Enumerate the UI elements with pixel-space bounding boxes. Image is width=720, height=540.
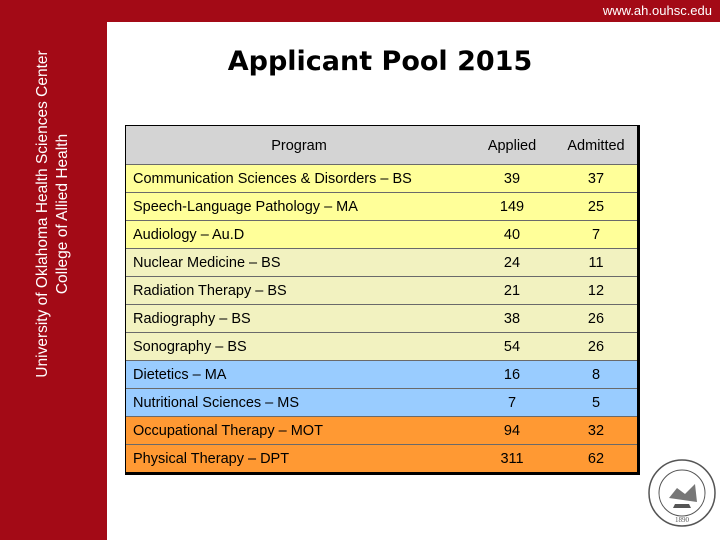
program-name: Sonography – BS xyxy=(133,339,247,355)
applied-count: 94 xyxy=(503,423,521,439)
program-name: Audiology – Au.D xyxy=(133,227,245,243)
table-row xyxy=(126,276,637,304)
program-name: Nuclear Medicine – BS xyxy=(133,255,281,271)
admitted-count: 62 xyxy=(587,451,605,467)
program-name: Physical Therapy – DPT xyxy=(133,451,290,467)
applied-count: 39 xyxy=(503,171,521,187)
applicant-table xyxy=(125,125,640,475)
table-row xyxy=(126,304,637,332)
table-row xyxy=(126,332,637,360)
program-name: Radiation Therapy – BS xyxy=(133,283,287,299)
applied-count: 24 xyxy=(503,255,521,271)
table-row xyxy=(126,360,637,388)
table-row xyxy=(126,248,637,276)
table-row xyxy=(126,192,637,220)
column-header-applied: Applied xyxy=(487,138,537,154)
applied-count: 311 xyxy=(500,451,524,467)
admitted-count: 7 xyxy=(591,227,601,243)
admitted-count: 32 xyxy=(587,423,605,439)
applied-count: 21 xyxy=(503,283,521,299)
university-seal xyxy=(647,458,717,528)
admitted-count: 8 xyxy=(591,367,601,383)
admitted-count: 37 xyxy=(587,171,605,187)
sidebar-divider xyxy=(107,22,110,540)
table-row xyxy=(126,444,637,472)
institution-line-1: University of Oklahoma Health Sciences Center xyxy=(34,50,51,378)
column-header-program: Program xyxy=(271,138,327,154)
program-name: Nutritional Sciences – MS xyxy=(133,395,300,411)
program-name: Radiography – BS xyxy=(133,311,251,327)
admitted-count: 25 xyxy=(587,199,605,215)
applied-count: 7 xyxy=(507,395,517,411)
sidebar xyxy=(0,0,107,540)
svg-text:1890: 1890 xyxy=(675,516,689,524)
admitted-count: 11 xyxy=(588,255,604,271)
slide-title: Applicant Pool 2015 xyxy=(227,46,533,77)
site-url: www.ah.ouhsc.edu xyxy=(602,3,712,18)
applied-count: 54 xyxy=(503,339,521,355)
table-row xyxy=(126,164,637,192)
applied-count: 149 xyxy=(499,199,525,215)
column-header-admitted: Admitted xyxy=(567,138,625,154)
table-row xyxy=(126,388,637,416)
institution-line-2: College of Allied Health xyxy=(54,133,71,295)
admitted-count: 12 xyxy=(587,283,605,299)
institution-name xyxy=(33,24,73,404)
program-name: Speech-Language Pathology – MA xyxy=(133,199,358,215)
applied-count: 40 xyxy=(503,227,521,243)
top-bar xyxy=(0,0,720,22)
admitted-count: 26 xyxy=(587,339,605,355)
applied-count: 38 xyxy=(503,311,521,327)
table-row xyxy=(126,220,637,248)
program-name: Communication Sciences & Disorders – BS xyxy=(133,171,412,187)
admitted-count: 5 xyxy=(591,395,601,411)
table-header xyxy=(126,126,637,164)
applied-count: 16 xyxy=(503,367,521,383)
program-name: Occupational Therapy – MOT xyxy=(133,423,323,439)
program-name: Dietetics – MA xyxy=(133,367,227,383)
table-row xyxy=(126,416,637,444)
admitted-count: 26 xyxy=(587,311,605,327)
